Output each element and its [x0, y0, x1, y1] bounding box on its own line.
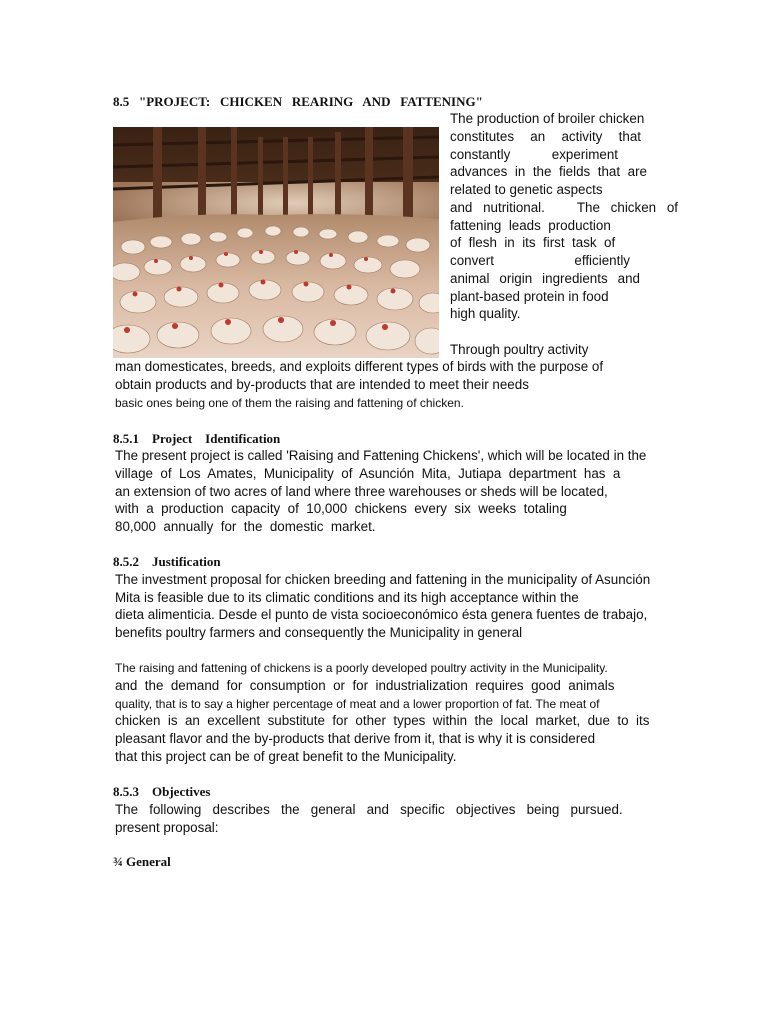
side-line: of flesh in its first task of: [450, 235, 616, 250]
body-line: pleasant flavor and the by-products that derive from it, that is why it is considered: [115, 731, 596, 746]
identification-heading: 8.5.1 Project Identification: [113, 431, 281, 446]
body-line: benefits poultry farmers and consequently the Municipality in general: [115, 625, 523, 640]
body-line: with a production capacity of 10,000 chickens every six weeks totaling: [115, 501, 567, 516]
body-line: Mita is feasible due to its climatic conditions and its high acceptance within the: [115, 590, 579, 605]
body-line: chicken is an excellent substitute for other types within the local market, due to its: [115, 713, 650, 728]
side-line: and nutritional. The chicken of: [450, 200, 678, 215]
body-line: man domesticates, breeds, and exploits different types of birds with the purpose of: [115, 359, 604, 374]
body-line: The raising and fattening of chickens is a poorly developed poultry activity in the Municipality.: [115, 661, 608, 675]
body-line: The present project is called 'Raising and Fattening Chickens', which will be located in the: [115, 448, 647, 463]
side-line: advances in the fields that are: [450, 164, 647, 179]
side-line: animal origin ingredients and: [450, 271, 640, 286]
side-line: Through poultry activity: [450, 342, 589, 357]
side-line: related to genetic aspects: [450, 182, 603, 197]
poultry-shed-photo: [113, 127, 439, 358]
section-heading: 8.5 "PROJECT: CHICKEN REARING AND FATTENING": [113, 94, 483, 109]
general-subheading: ¾ General: [113, 854, 171, 869]
side-line: plant-based protein in food: [450, 289, 609, 304]
side-line: fattening leads production: [450, 218, 611, 233]
body-line: obtain products and by-products that are intended to meet their needs: [115, 377, 529, 392]
justification-heading: 8.5.2 Justification: [113, 554, 221, 569]
side-line: high quality.: [450, 306, 521, 321]
side-line: constitutes an activity that: [450, 129, 641, 144]
body-line: and the demand for consumption or for industrialization requires good animals: [115, 678, 615, 693]
side-line: The production of broiler chicken: [450, 111, 645, 126]
body-line: an extension of two acres of land where three warehouses or sheds will be located,: [115, 484, 608, 499]
body-line: village of Los Amates, Municipality of Asunción Mita, Jutiapa department has a: [115, 466, 621, 481]
body-line: quality, that is to say a higher percentage of meat and a lower proportion of fat. The meat of: [115, 697, 600, 711]
body-line: that this project can be of great benefit to the Municipality.: [115, 749, 457, 764]
body-line: The investment proposal for chicken breeding and fattening in the municipality of Asunción: [115, 572, 651, 587]
side-line: constantly experiment: [450, 147, 618, 162]
body-line: The following describes the general and specific objectives being pursued.: [115, 802, 623, 817]
body-line: basic ones being one of them the raising and fattening of chicken.: [115, 396, 464, 410]
body-line: 80,000 annually for the domestic market.: [115, 519, 376, 534]
body-line: present proposal:: [115, 820, 219, 835]
objectives-heading: 8.5.3 Objectives: [113, 784, 211, 799]
side-line: convert efficiently: [450, 253, 630, 268]
body-line: dieta alimenticia. Desde el punto de vista socioeconómico ésta genera fuentes de trabajo,: [115, 607, 648, 622]
